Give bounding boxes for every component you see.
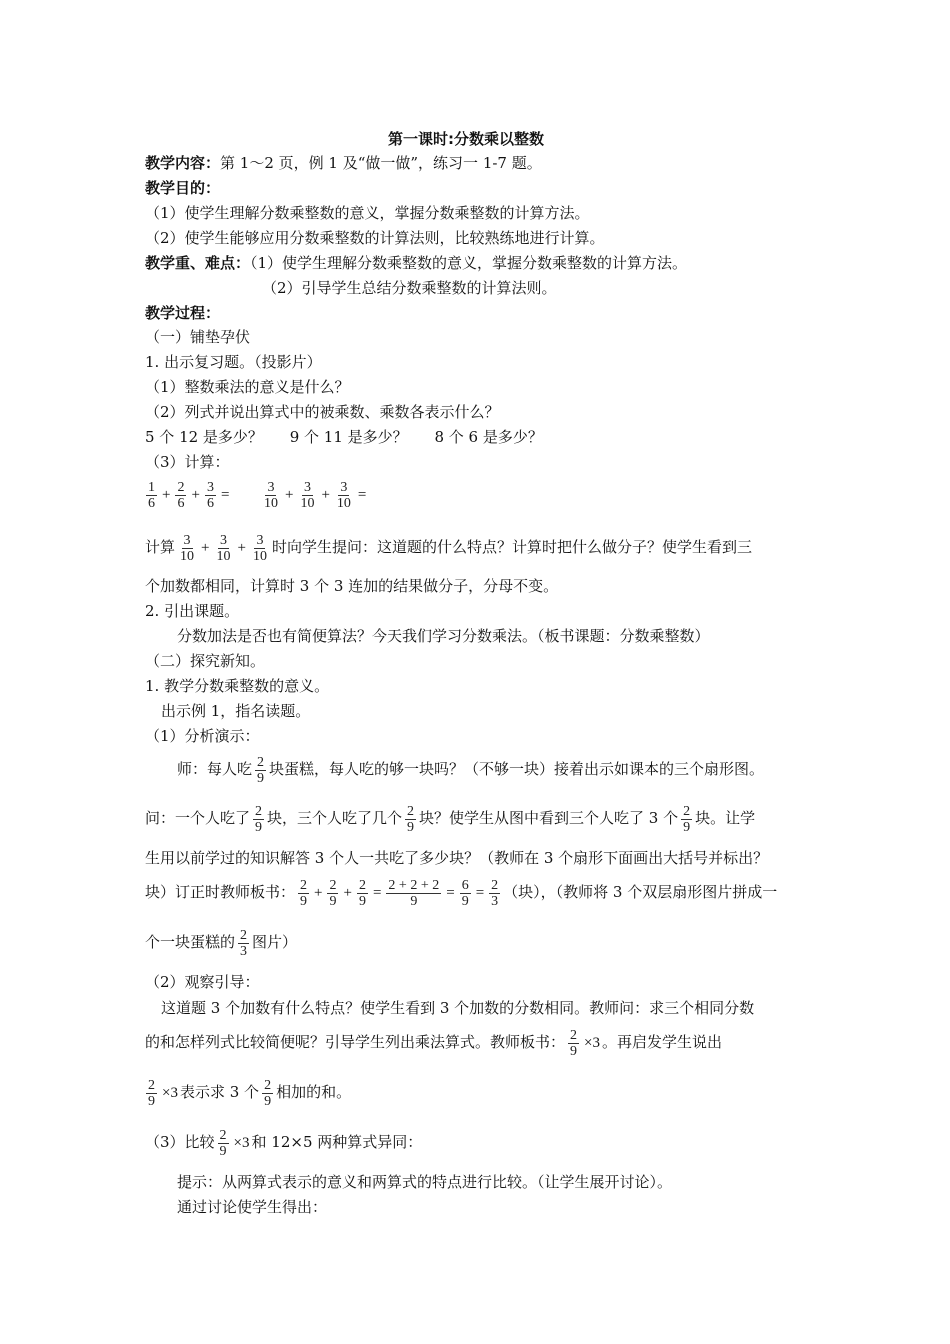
calc-explain-1: 计算 $\frac{3}{10}$ + $\frac{3}{10}$ + $\frac{3}{10}$ 时向学生提问：这道题的什么特点？计算时把什么做分子？使学生看到三 <box>145 532 752 564</box>
question-2b: 9 个 11 是多少？ <box>289 428 408 446</box>
fraction-2-3: $\frac{2}{3}$ <box>240 927 248 959</box>
page-title: 第一课时:分数乘以整数 <box>388 130 544 148</box>
teacher-line-3: 生用以前学过的知识解答 3 个人一共吃了多少块？（教师在 3 个扇形下面画出大括号并标出？ <box>145 849 769 867</box>
conclusion-line: 通过讨论使学生得出： <box>177 1198 328 1216</box>
compare-line: （3）比较 $\frac{2}{9}$ ×3 和 12×5 两种算式异同： <box>145 1127 423 1159</box>
question-1: （1）整数乘法的意义是什么？ <box>145 378 350 396</box>
step-3a: 出示例 1，指名读题。 <box>161 702 311 720</box>
observe-2: 的和怎样列式比较简便呢？引导学生列出乘法算式。教师板书： $\frac{2}{9}$ ×3 。再启发学生说出 <box>145 1027 722 1059</box>
observe-3: $\frac{2}{9}$ ×3 表示求 3 个 $\frac{2}{9}$ 相加的和。 <box>148 1077 352 1109</box>
teacher-line-5: 个一块蛋糕的 $\frac{2}{3}$ 图片） <box>145 927 298 959</box>
question-2-items <box>145 427 543 447</box>
step-2-text: 分数加法是否也有简便算法？今天我们学习分数乘法。（板书课题：分数乘整数） <box>177 627 710 645</box>
teacher-line-2: 问：一个人吃了 $\frac{2}{9}$ 块，三个人吃了几个 $\frac{2}{9}$ 块？使学生从图中看到三个人吃了 3 个 $\frac{2}{9}$ 块。让学 <box>145 803 756 835</box>
fraction-2-9: $\frac{2}{9}$ <box>264 1077 272 1109</box>
fraction-2-9: $\frac{2}{9}$ <box>219 1127 227 1159</box>
key-2: （2）引导学生总结分数乘整数的计算法则。 <box>262 279 557 297</box>
question-2a: 5 个 12 是多少？ <box>145 428 263 446</box>
observe-label: （2）观察引导： <box>145 973 260 991</box>
step-1: 1. 出示复习题。（投影片） <box>145 353 322 371</box>
section-1: （一）铺垫孕伏 <box>145 328 251 346</box>
fraction-2-6: $\frac{2}{6}$ <box>177 479 185 511</box>
fraction-3-10: $\frac{3}{10}$ <box>263 479 278 511</box>
fraction-2-9: $\frac{2}{9}$ <box>683 803 691 835</box>
section-2: （二）探究新知。 <box>145 652 266 670</box>
question-3: （3）计算： <box>145 453 230 471</box>
step-3: 1. 教学分数乘整数的意义。 <box>145 677 330 695</box>
content-text: 第 1～2 页，例 1 及“做一做”，练习一 1-7 题。 <box>220 154 542 172</box>
key-label: 教学重、难点： <box>145 254 251 272</box>
observe-1: 这道题 3 个加数有什么特点？使学生看到 3 个加数的分数相同。教师问：求三个相同分数 <box>161 999 755 1017</box>
teacher-line-4: 块）订正时教师板书： $\frac{2}{9}$ + $\frac{2}{9}$ + $\frac{2}{9}$ = $\frac{2 + 2 + 2}{9}$ = $\frac{6}{9}$ = $\frac{2}{3}$ （块），（教师将 3 个双层扇形图片拼成一 <box>145 877 778 909</box>
fraction-3-10: $\frac{3}{10}$ <box>252 532 267 564</box>
teacher-line-1: 师：每人吃 $\frac{2}{9}$ 块蛋糕，每人吃的够一块吗？（不够一块）接着出示如课本的三个扇形图。 <box>177 754 765 786</box>
key-line <box>145 253 687 273</box>
key-1: （1）使学生理解分数乘整数的意义，掌握分数乘整数的计算方法。 <box>250 254 688 272</box>
fraction-2-3: $\frac{2}{3}$ <box>491 877 499 909</box>
goal-1: （1）使学生理解分数乘整数的意义，掌握分数乘整数的计算方法。 <box>145 204 590 222</box>
question-2c: 8 个 6 是多少？ <box>434 428 543 446</box>
fraction-3-10: $\frac{3}{10}$ <box>180 532 195 564</box>
fraction-3-6: $\frac{3}{6}$ <box>206 479 214 511</box>
process-label: 教学过程： <box>145 304 221 322</box>
fraction-2-9: $\frac{2}{9}$ <box>148 1077 155 1109</box>
fraction-2-9: $\frac{2}{9}$ <box>257 754 265 786</box>
demo-label: （1）分析演示： <box>145 727 260 745</box>
goal-2: （2）使学生能够应用分数乘整数的计算法则，比较熟练地进行计算。 <box>145 229 605 247</box>
fraction-2-9: $\frac{2}{9}$ <box>358 877 366 909</box>
step-2: 2. 引出课题。 <box>145 602 240 620</box>
calc-row: $\frac{1}{6}$ + $\frac{2}{6}$ + $\frac{3}{6}$ = $\frac{3}{10}$ + $\frac{3}{10}$ + $\frac{3}{10}$ = <box>148 479 367 511</box>
fraction-3-10: $\frac{3}{10}$ <box>336 479 351 511</box>
fraction-2-9: $\frac{2}{9}$ <box>255 803 263 835</box>
fraction-3-10: $\frac{3}{10}$ <box>216 532 231 564</box>
goal-label: 教学目的： <box>145 179 221 197</box>
fraction-6-9: $\frac{6}{9}$ <box>461 877 469 909</box>
question-2: （2）列式并说出算式中的被乘数、乘数各表示什么？ <box>145 403 500 421</box>
fraction-sum: $\frac{2 + 2 + 2}{9}$ <box>388 877 440 909</box>
fraction-2-9: $\frac{2}{9}$ <box>407 803 415 835</box>
calc-explain-2: 个加数都相同，计算时 3 个 3 连加的结果做分子，分母不变。 <box>145 577 559 595</box>
fraction-3-10: $\frac{3}{10}$ <box>300 479 315 511</box>
content-label: 教学内容： <box>145 154 221 172</box>
fraction-2-9: $\frac{2}{9}$ <box>300 877 308 909</box>
fraction-2-9: $\frac{2}{9}$ <box>329 877 337 909</box>
content-line <box>145 153 542 173</box>
fraction-1-6: $\frac{1}{6}$ <box>148 479 155 511</box>
fraction-2-9: $\frac{2}{9}$ <box>570 1027 578 1059</box>
hint-line: 提示：从两算式表示的意义和两算式的特点进行比较。（让学生展开讨论）。 <box>177 1173 673 1191</box>
